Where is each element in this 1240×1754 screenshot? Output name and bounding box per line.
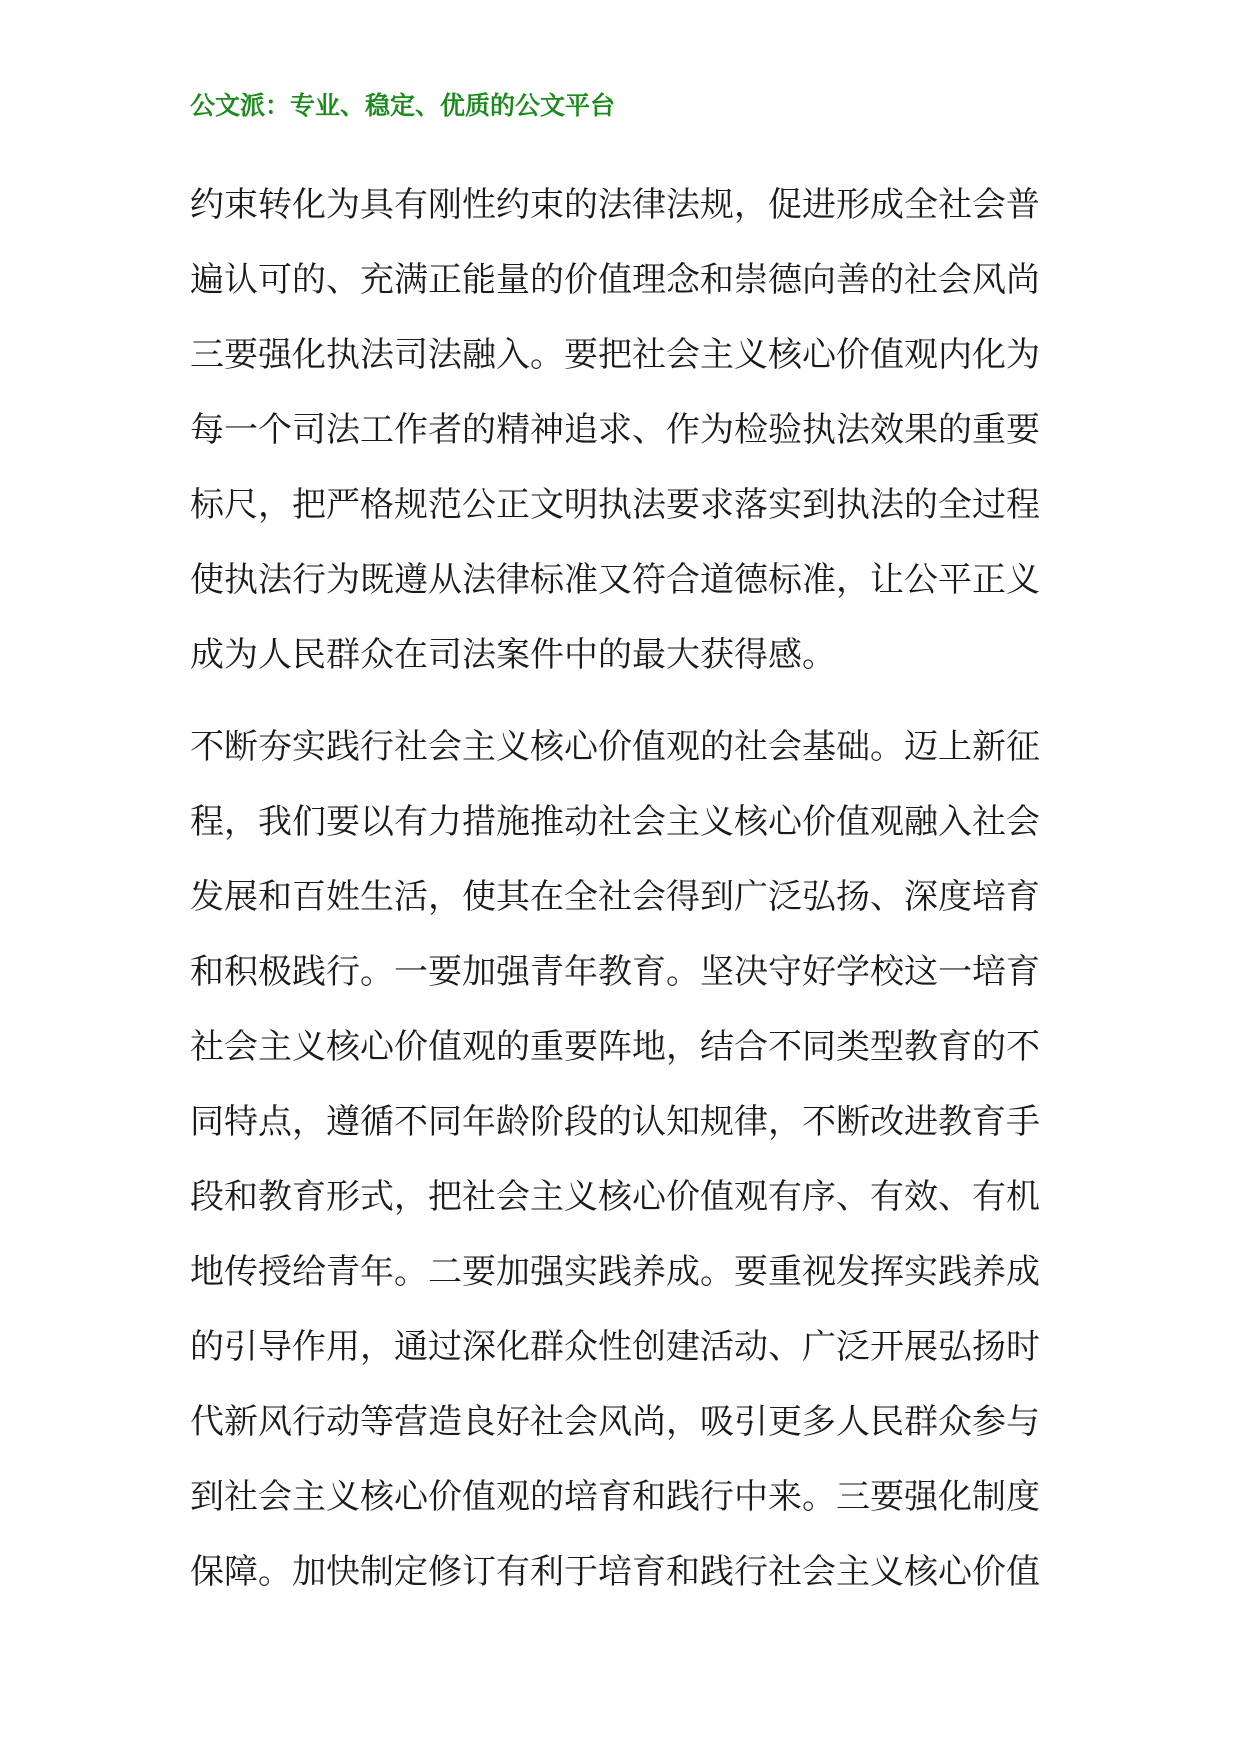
text-line: 约束转化为具有刚性约束的法律法规，促进形成全社会普	[190, 185, 1040, 225]
paragraph-1	[190, 168, 1070, 693]
text-line: 程，我们要以有力措施推动社会主义核心价值观融入社会	[190, 802, 1040, 842]
text-line: 保障。加快制定修订有利于培育和践行社会主义核心价值	[190, 1552, 1040, 1592]
text-line: 成为人民群众在司法案件中的最大获得感。	[190, 635, 836, 675]
text-line: 三要强化执法司法融入。要把社会主义核心价值观内化为	[190, 335, 1040, 375]
paragraph-2	[190, 710, 1070, 1610]
text-line: 社会主义核心价值观的重要阵地，结合不同类型教育的不	[190, 1027, 1040, 1067]
document-body	[190, 168, 1070, 1610]
text-line: 代新风行动等营造良好社会风尚，吸引更多人民群众参与	[190, 1402, 1040, 1442]
text-line: 不断夯实践行社会主义核心价值观的社会基础。迈上新征	[190, 727, 1040, 767]
text-line: 和积极践行。一要加强青年教育。坚决守好学校这一培育	[190, 952, 1040, 992]
paragraph-spacer	[190, 693, 1070, 710]
text-line: 段和教育形式，把社会主义核心价值观有序、有效、有机	[190, 1177, 1040, 1217]
text-line: 使执法行为既遵从法律标准又符合道德标准，让公平正义	[190, 560, 1040, 600]
text-line: 的引导作用，通过深化群众性创建活动、广泛开展弘扬时	[190, 1327, 1040, 1367]
text-line: 标尺，把严格规范公正文明执法要求落实到执法的全过程	[190, 485, 1040, 525]
text-line: 地传授给青年。二要加强实践养成。要重视发挥实践养成	[190, 1252, 1040, 1292]
text-line: 同特点，遵循不同年龄阶段的认知规律，不断改进教育手	[190, 1102, 1040, 1142]
text-line: 每一个司法工作者的精神追求、作为检验执法效果的重要	[190, 410, 1040, 450]
text-line: 遍认可的、充满正能量的价值理念和崇德向善的社会风尚	[190, 260, 1040, 300]
page-header: 公文派：专业、稳定、优质的公文平台	[190, 91, 616, 120]
text-line: 到社会主义核心价值观的培育和践行中来。三要强化制度	[190, 1477, 1040, 1517]
text-line: 发展和百姓生活，使其在全社会得到广泛弘扬、深度培育	[190, 877, 1040, 917]
